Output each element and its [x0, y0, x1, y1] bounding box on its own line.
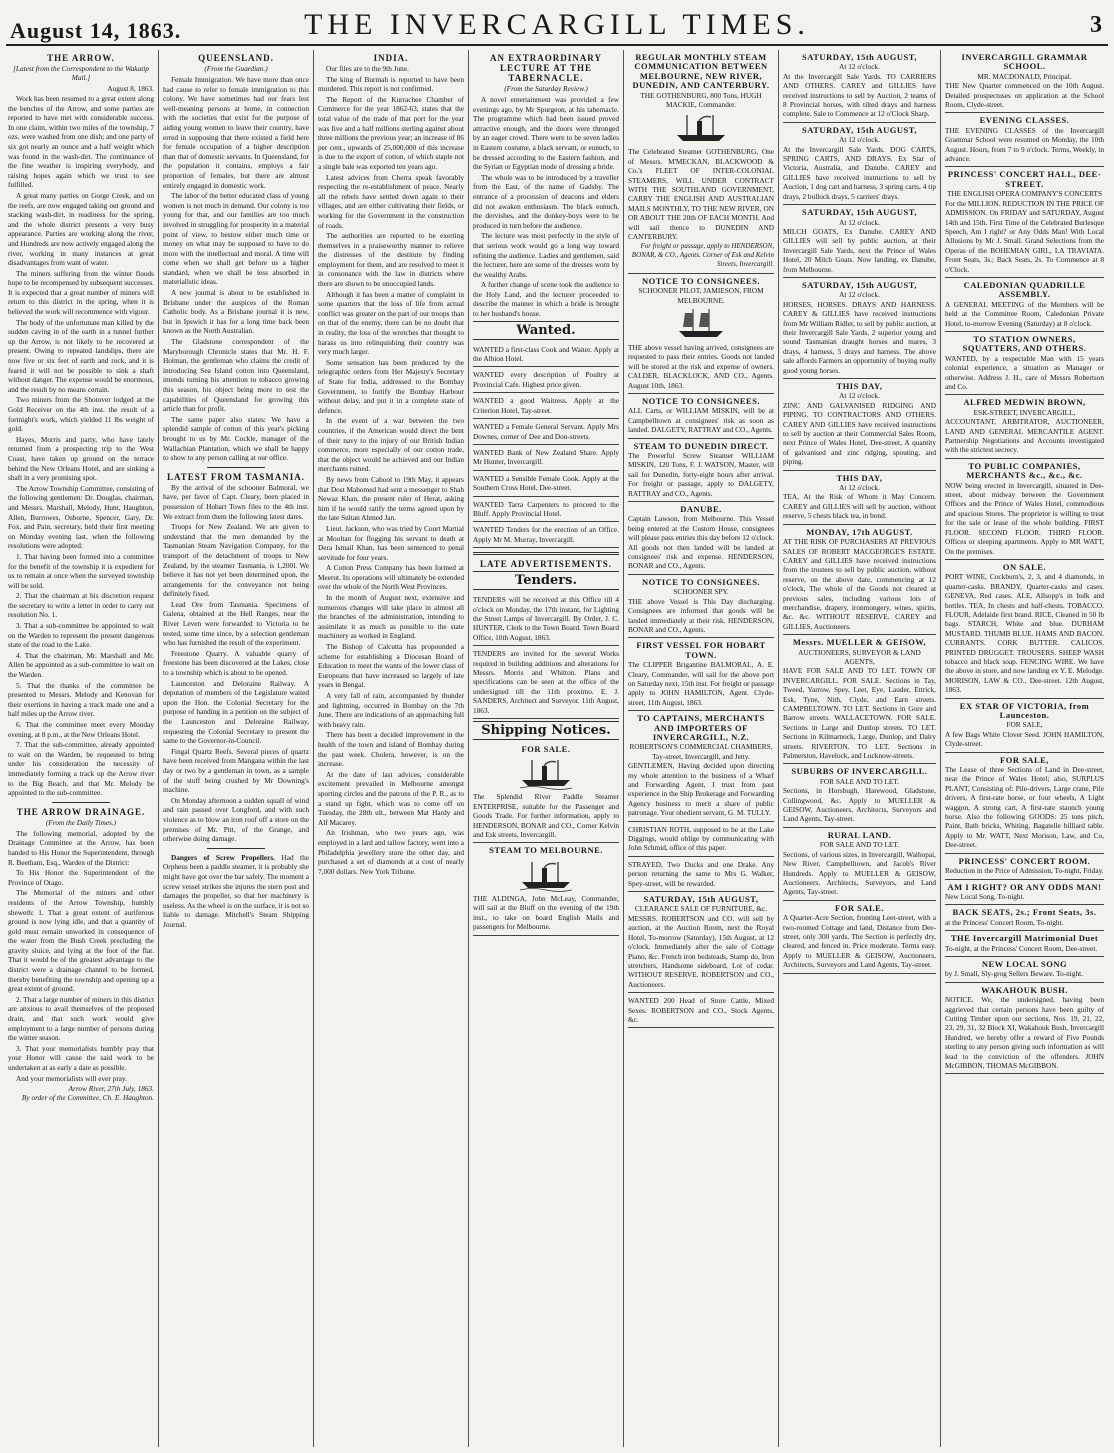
ad-block	[783, 764, 936, 827]
ad-heading: THIS DAY,	[836, 472, 883, 483]
ad-block	[473, 646, 619, 719]
ad-block	[783, 205, 936, 278]
ad-subheading: FOR SALE,	[1006, 720, 1043, 730]
ad-text: ZINC AND GALVANISED RIDGING AND PIPING. TO CONTRACTORS AND OTHERS. CAREY AND GILLIES have received instructions to sell by auction at their Commercial Sales Room, next Prince of Wales Hotel, Dee-street, A quantity of galvanised and zinc ridging, spouting, and piping.	[783, 400, 936, 467]
article-source: (From the Guardian.)	[204, 64, 268, 73]
article-paragraph: A further change of scene took the audience to the Holy Land, and the lecturer proceeded to describe the manner in which a bride is brought to her husband's house.	[473, 280, 619, 319]
ad-text: WANTED Tenders for the erection of an Office. Apply Mr M. Murray, Invercargill.	[473, 525, 619, 544]
ad-text: MILCH GOATS, Ex Danube. CAREY AND GILLIES will sell by public auction, at their Invercargill Sale Yards, next the Prince of Wales Hotel, 20 Milch Goats. Now landing, ex Danube, from Melbourne.	[783, 226, 936, 274]
ad-heading: PRINCESS' CONCERT ROOM.	[958, 855, 1091, 866]
ad-block	[628, 439, 774, 502]
ad-text: NOTICE. We, the undersigned, having been aggrieved that certain persons have been guilty of Cutting Timber upon our sections, Nos. 19, 21, 22, 23, 29, 31, 32 Block XI, Wakahouk Bush, Invercargill Hundred, we hereby offer a reward of Five Pounds sterling to any person giving such information as will lead to the conviction of the offenders. JOHN McGIBBON, THOMAS McGIBBON.	[945, 995, 1104, 1070]
ad-heading: CALEDONIAN QUADRILLE ASSEMBLY.	[963, 279, 1086, 300]
ad-text: CHRISTIAN ROTH, supposed to be at the Lake Diggings, would oblige by communicating with John Schmid, office of this paper.	[628, 824, 774, 853]
article-paragraph: Two miners from the Shotover lodged at the Gold Receiver on the 4th inst. the result of a fortnight's work, which yielded 11 lbs weight of gold.	[8, 395, 154, 434]
ad-subheading: SCHOONER SPY.	[673, 587, 729, 597]
ad-text: HAVE FOR SALE AND TO LET. TOWN OF INVERCARGILL. FOR SALE. Sections in Tay, Tweed, Yarrow, Spey, Leet, Eye, Lauder, Ettrick, Esk, Tyne, Nith, Clyde, and Earn streets. CAMPBELTOWN. TO LET. Sections in Gore and Barrow streets. WALLACETOWN. FOR SALE. Sections in Large and Dunlop streets. TO LET. Sections in Kilmarnock, Large, Dunlop, and Dalry streets. RIVERTON. TO LET. Sections in Palmerston, Havelock, and Lucknow-streets.	[783, 666, 936, 761]
ad-text: at the Princess' Concert Room, To-night.	[945, 917, 1064, 927]
ad-heading: SATURDAY, 15th AUGUST,	[802, 279, 917, 290]
divider	[52, 802, 110, 803]
sailing-ship-icon	[673, 307, 729, 341]
ad-subheading: At 12 o'clock.	[839, 391, 880, 401]
ad-block	[473, 522, 619, 548]
article-paragraph: Fingal Quartz Reefs. Several pieces of quartz have been received from Mangana within the last day or two by a gentleman in town, as a sample of the stuff being crushed by Mr Downing's machine.	[163, 746, 309, 795]
ad-heading: THE Invercargill Matrimonial Duet	[950, 933, 1099, 944]
ad-block	[945, 332, 1104, 395]
ad-block	[945, 983, 1104, 1075]
ad-block	[945, 854, 1104, 880]
ad-heading: SATURDAY, 15th AUGUST,	[802, 124, 917, 135]
ad-heading: EX STAR OF VICTORIA, from Launceston.	[959, 700, 1090, 720]
ad-text: The Splendid River Paddle Steamer ENTERPRISE, suitable for the Passenger and Goods Trade. For further information, apply to HENDERSON, BONAR and CO., Corner Kelvin and Esk streets, Invercargill.	[473, 792, 619, 840]
article-paragraph	[163, 853, 309, 930]
ad-heading: NOTICE TO CONSIGNEES.	[641, 395, 761, 406]
issue-date: August 14, 1863.	[10, 18, 182, 43]
article-paragraph: Our files are to the 9th June.	[326, 64, 409, 73]
article-heading: QUEENSLAND.	[198, 53, 274, 63]
ad-text: At the Invercargill Sale Yards. DOG CARTS, SPRING CARTS, AND DRAYS. Ex Star of Victoria, Australia, and Danube. CAREY and GILLIES have received instructions to sell by Auction, 1 dog cart and harness, 3 spring carts, 4 tip drays, 2 bullock drays, 5 carriers' drays.	[783, 144, 936, 201]
ad-block	[473, 497, 619, 523]
auction-ads	[783, 50, 936, 974]
ad-heading: SATURDAY, 15th AUGUST,	[643, 894, 759, 905]
ad-subheading: FOR SALE AND TO LET.	[819, 776, 900, 786]
ad-text: TEA, At the Risk of Whom it May Concern. CAREY and GILLIES will sell by auction, without reserve, 5 chests black tea, in bond.	[783, 492, 936, 521]
ad-block	[628, 711, 774, 821]
ad-heading: Messrs. MUELLER & GEISOW,	[792, 637, 927, 648]
ad-subheading: SCHOONER PILOT, JAMIESON, FROM MELBOURNE.	[638, 286, 764, 305]
column-1	[6, 50, 159, 1447]
newspaper-page	[6, 4, 1108, 1449]
ad-block	[945, 167, 1104, 277]
article-source: (From the Daily Times.)	[45, 817, 117, 827]
article-paragraph: A Cotton Press Company has been formed at Meerut. Its operations will ultimately be extended over the whole of the North West Provinces.	[318, 563, 464, 592]
article-paragraph: 3. That a sub-committee be appointed to wait on the Warden to represent the present dangerous state of the road to the Lake.	[8, 621, 154, 650]
ad-subheading: AUCTIONEERS, SURVEYOR & LAND AGENTS,	[798, 647, 921, 666]
ad-text: STRAYED, Two Ducks and one Drake. Any person returning the same to Mrs G. Walker, Spey-street, will be rewarded.	[628, 859, 774, 888]
ad-text: THE above Vessel is This Day discharging. Consignees are informed that goods will be landed immediately at their risk. HENDERSON, BONAR and CO., Agents.	[628, 596, 774, 634]
article-paragraph: The Arrow Township Committee, consisting of the following gentlemen: Dr. Douglas, chairman, and Messrs. Marshall, Melody, Hunt, Haughton, Allen, Burrowes, Osborne, Spencer, Gary, Dr. Fox, and Pain, secretary, held their first meeting on Monday evening last, when the following resolutions were adopted:	[8, 483, 154, 551]
ad-text: THE ALDINGA, John McLeay, Commander, will sail at the Bluff on the evening of the 19th inst., to take on board English Mails and passengers for Melbourne.	[473, 893, 619, 932]
article-body	[8, 829, 154, 1083]
ad-block	[628, 892, 774, 993]
article-heading: THE ARROW.	[47, 53, 115, 63]
column-6	[781, 50, 941, 1447]
article-paragraph: 2. That a large number of miners in this district are anxious to avail themselves of the proposed drain, and that such work would give employment to a large number of persons during the winter season.	[8, 994, 154, 1043]
ad-heading: SATURDAY, 15th AUGUST,	[802, 207, 917, 218]
steamship-icon	[518, 858, 574, 892]
ad-block	[783, 901, 936, 974]
ad-heading: FOR SALE.	[835, 902, 884, 913]
ad-heading: NOTICE TO CONSIGNEES.	[641, 576, 761, 587]
section-heading-wanted: Wanted.	[473, 321, 619, 340]
ad-text: The CLIPPER Brigantine BALMORAL, A. E. Cleary, Commander, will sail for the above port on Saturday next, 15th inst. For freight or passage apply to JOHN HAMILTON, Agent. Clyde-street, 11th August, 1863.	[628, 660, 774, 707]
signature-date: Arrow River, 27th July, 1863.	[68, 1084, 154, 1094]
columns	[6, 50, 1108, 1447]
ad-text: WANTED every description of Poultry at Provincial Cafe. Highest price given.	[473, 370, 619, 389]
article-paragraph: On Monday afternoon a sudden squall of wind and rain passed over Longford, and with such violence as to blow an iron roof off a store on the premises of Mr. Pitt, of the Grange, and otherwise doing damage.	[163, 795, 309, 844]
article-paragraph: A great many parties on Gorge Creek, and on the reefs, are now engaged taking out ground and stacking wash-dirt, in readiness for the spring, and the whole district presents a very busy appearance. Parties are working along the river, and Hundreds are now actively engaged along the river, working in many instances at great disadvantages from want of water.	[8, 190, 154, 268]
article-paragraph: The lecture was most perfectly in the style of that serious work would go a long way toward refining the audience. Ladies and gentlemen, said the lecturer, here are some of the dresses worn by the wealthy Arabs.	[473, 231, 619, 279]
ad-block	[628, 822, 774, 857]
article-paragraph: 3. That your memorialists humbly pray that your Honor will cause the said work to be undertaken at as early a date as possible.	[8, 1043, 154, 1072]
column-7	[943, 50, 1108, 1447]
article-paragraph: Launceston and Deloraine Railway. A deputation of members of the Legislature waited upon the Hon. the Colonial Secretary for the purpose of handing in a petition on the subject of the Launceston and Deloraine Railway, requesting the Colonial Secretary to present the same to the Governor-in-Council.	[163, 678, 309, 746]
ad-heading: FIRST VESSEL FOR HOBART TOWN.	[636, 640, 766, 660]
ad-block	[628, 502, 774, 575]
page-number: 3	[1090, 12, 1102, 38]
ad-subheading: ESK-STREET, INVERCARGILL,	[973, 407, 1076, 417]
article-paragraph: To His Honor the Superintendent of the Province of Otago.	[8, 868, 154, 887]
ad-block	[945, 957, 1104, 983]
ad-text: A GENERAL MEETING of the Members will be held at the Committee Room, Caledonian Private Hotel, to-morrow Evening (Saturday) at 8 o'clock.	[945, 299, 1104, 328]
ad-subheading: THE ENGLISH OPERA COMPANY'S CONCERTS	[946, 189, 1103, 199]
classified-ads	[945, 50, 1104, 1074]
article-paragraph: Lead Ore from Tasmania. Specimens of Galena, obtained at the Hell Ranges, near the River Leven were forwarded to Victoria to be tested, some time since, by a selection gentleman who has furnished the result of the experiment.	[163, 599, 309, 648]
ad-text: NOW being erected in Invercargill, situated in Dee-street, about midway between the Government Offices and the Prince of Wales Hotel, commodious and spacious Stores. The proprietor is willing to treat for the sale or lease of the whole building. FIRST FLOOR. SECOND FLOOR. THIRD FLOOR. Offices or sleeping apartments. Apply to MR WATT, On the premises.	[945, 480, 1104, 556]
article-paragraph: A new journal is about to be established in Brisbane under the auspices of the Roman Catholic body. As a Brisbane journal it is new, but in Ipswich it has for a long time back been known as the North Australian.	[163, 288, 309, 336]
ad-text: AT THE RISK OF PURCHASERS AT PREVIOUS SALES OF ROBERT MACGEORGE'S ESTATE. CAREY and GILLIES have received instructions from the trustees to sell by public auction, without reserve, on the above date, commencing at 12 o'clock, The whole of the Goods not cleared at previous sales, including various lots of merchandise, drapery, ironmongery, wines, spirits, &c. &c. WITHOUT RESERVE. CAREY and GILLIES, Auctioneers.	[783, 537, 936, 631]
ad-block	[945, 931, 1104, 957]
ad-text: THE EVENING CLASSES of the Invercargill Grammar School were resumed on Monday, the 10th August. Hours, from 7 to 9 o'clock. Terms, Weekly, in advance.	[945, 125, 1104, 164]
section-heading-late: LATE ADVERTISEMENTS.	[479, 559, 613, 570]
section-heading-tenders: Tenders.	[473, 571, 619, 590]
ad-text: The Powerful Screw Steamer WILLIAM MISKIN, 120 Tons, F. J. WATSON, Master, will sail for Dunedin, forty-eight hours after arrival. For freight or passage, apply to DALGETY, RATTRAY and CO., Agents.	[628, 451, 774, 498]
ad-block	[783, 278, 936, 379]
ad-block	[628, 274, 774, 394]
article-paragraph: 6. That the committee meet every Monday evening, at 8 p.m., at the New Orleans Hotel.	[8, 720, 154, 739]
ad-heading: INVERCARGILL GRAMMAR SCHOOL.	[961, 52, 1088, 72]
ad-heading: TO STATION OWNERS, SQUATTERS, AND OTHERS.	[962, 333, 1087, 354]
ad-heading: NEW LOCAL SONG	[981, 958, 1068, 969]
article-paragraph: Lieut. Jackson, who was tried by Court Martial at Mooltan for flogging his servant to death at Dera Ismail Khan, has been sentenced to penal servitude for four years.	[318, 523, 464, 562]
ad-block	[945, 278, 1104, 332]
article-source: [Latest from the Correspondent to the Wakatip Mail.]	[13, 64, 149, 82]
article-paragraph: Although it has been a matter of complaint in some quarters that the loss of life from actual conflict was greater on the part of our troops than on that of the enemy, there can be no doubt that in reality, the loss of the wretches that thought to harass us into relinquishing their country was very much larger.	[318, 289, 464, 357]
article-paragraph: Freestone Quarry. A valuable quarry of freestone has been discovered at the Lakes, close to a township which is about to be opened.	[163, 648, 309, 678]
ad-heading: ALFRED MEDWIN BROWN,	[963, 397, 1086, 408]
ad-text: WANTED a Sensible Female Cook. Apply at the Southern Cross Hotel, Dee-street.	[473, 473, 619, 493]
ad-text: WANTED Bank of New Zealand Share. Apply Mr Hunter, Invercargill.	[473, 447, 619, 467]
newspaper-title: THE INVERCARGILL TIMES.	[304, 8, 810, 41]
ad-block	[628, 575, 774, 638]
article-paragraph: There has been a decided improvement in the health of the town and island of Bombay during the past week. Cholera, however, is on the increase.	[318, 730, 464, 769]
article-body	[318, 64, 464, 876]
ad-text: PORT WINE, Cockburn's, 2, 3, and 4 diamonds, in quarter-casks. BRANDY, Quarter-casks and cases. GENEVA, Red cases. ALE, Allsopp's in bulk and bottles. TEA, In chests and half-chests. TOBACCO. FLOUR, Adelaide first brand. RICE, Cleaned in 50 lb bags. STARCH, White and blue. DURHAM MUSTARD. THUMB BLUE. HAMS AND BACON. CURRANTS. CORK BUTTER. CALICOS. PRINTED DRUGGET. TROUSERS. SHEEP WASH tobacco and black soap. FENCING WIRE. We have the above in store, and now landing ex Y. E. Melodge. MORISON, LAW & CO., Dee-street. 12th August, 1863.	[945, 572, 1104, 695]
ad-block	[473, 592, 619, 646]
ad-text: Reduction in the Price of Admission, To-night, Friday.	[945, 866, 1104, 876]
ad-text: THE above vessel having arrived, consignees are requested to pass their entries. Goods not landed will be stored at the risk and expense of owners. CALDER, BLACKLOCK, AND CO., Agents. August 10th, 1863.	[628, 342, 774, 390]
article-paragraph: By the arrival of the schooner Balmoral, we have, per favor of Capt. Cleary, been placed in possession of Hobart Town files to the 4th inst. We extract from them the following latest dates.	[163, 482, 309, 521]
ad-heading: TO PUBLIC COMPANIES, MERCHANTS &c., &c., &c.	[966, 460, 1083, 481]
ad-heading: STEAM TO MELBOURNE.	[489, 845, 603, 856]
article-paragraph: The Bishop of Calcutta has propounded a scheme for establishing a Diocesan Board of Education to meet the wants of the lower class of Europeans that have increased so largely of late years in Bengal.	[318, 642, 464, 690]
ad-heading: BACK SEATS, 2s.; Front Seats, 3s.	[952, 907, 1097, 918]
ad-block	[628, 993, 774, 1028]
ad-text: Captain Lawson, from Melbourne. This Vessel being entered at the Custom House, consignees will please pass entries this day before 12 o'clock. All goods not then landed will be landed at consignees' risk and expense. HENDERSON, BONAR and CO., Agents.	[628, 514, 774, 571]
ad-text: A Quarter-Acre Section, fronting Leet-street, with a two-roomed Cottage and land, Distance from Dee-street, only 300 yards. The Section is perfectly dry, cleared, and fenced in. Price moderate. Terms easy. Apply to MUELLER & GEISOW, Auctioneers, Architects, Surveyors and Land Agents, Tay-street.	[783, 913, 936, 970]
ad-subheading: At 12 o'clock.	[839, 135, 880, 145]
ad-text: TENDERS will be received at this Office till 4 o'clock on Monday, the 17th instant, for Lighting the Street Lamps of Invercargill. By Order, J. C. HUNTER, Clerk to the Town Board. Town Board Office, 10th August, 1863.	[473, 595, 619, 642]
article-paragraph: The following memorial, adopted by the Drainage Committee at the Arrow, has been handed to His Honor the Superintendent, through R. Beetham, Esq., Warden of the District:	[8, 828, 154, 867]
article-paragraph: An Irishman, who two years ago, was employed in a lard and tallow factory, went into a Philadelphia jewellery store the other day, and purchased a set of diamonds at a cost of nearly 7,000 dollars. New York Tribune.	[318, 828, 464, 876]
ad-subheading: FOR SALE AND TO LET.	[819, 840, 900, 850]
ad-subheading: At 12 o'clock.	[839, 483, 880, 493]
ad-text: For the MILLION. REDUCTION IN THE PRICE OF ADMISSION. On FRIDAY and SATURDAY, August 14th and 15th. First Time of the Celebrated Burlesque Speech, Am I right? or Any Odds Man! With Local Allusions by Mr J. Small. Grand Selections from the Operas of the BOHEMIAN GIRL, LA TRAVIATA. Front Seats, 3s.; Back Seats, 2s. To Commence at 8 o'Clock.	[945, 198, 1104, 274]
article-paragraph: The same paper also states: We have a splendid sample of cotton of this year's picking brought to us by Mr. Cockle, manager of the Wallachian Plantation, which we shall be happy to show to any person calling at our office.	[163, 414, 309, 463]
article-paragraph: And your memorialists will ever pray.	[16, 1073, 127, 1083]
ad-heading: EVENING CLASSES.	[979, 115, 1070, 126]
ad-subheading: At 12 o'clock.	[839, 217, 880, 227]
article-paragraph: The Gladstone correspondent of the Maryborough Chronicle states that Mr. H. F. Holman, the gentleman who claims the credit of introducing Sea Island cotton into Queensland, intends turning his attention to tobacco growing this season, his object being more to test the capabilities of Queensland for growing this article than for profit.	[163, 337, 309, 414]
divider	[207, 848, 265, 849]
ad-heading: TO CAPTAINS, MERCHANTS AND IMPORTERS OF INVERCARGILL, N.Z.	[637, 713, 765, 742]
ad-text: The Lease of three Sections of Land in Dee-street, near the Prince of Wales Hotel; also, SURPLUS PLANT, Consisting of: Pile-drivers, Large crane, Pile drivers, A first-rate horse, or four wheels, A Light waggon, A strong cart, A first-rate staunch young horse. Also the following GOODS: 25 tons pitch, Paint, Bath bricks, Whiting, Bagatelle billiard table. Apply to Mr. WATT, Next Morison, Law, and Co, Dee-street.	[945, 765, 1104, 850]
ad-text: WANTED a first-class Cook and Waiter. Apply at the Albion Hotel.	[473, 344, 619, 364]
ad-text: WANTED a good Waitress. Apply at the Criterion Hotel, Tay-street.	[473, 396, 619, 415]
ad-block	[945, 753, 1104, 854]
article-paragraph: The miners suffering from the winter floods hope to be recompensed by subsequent successes. It is expected that a great number of miners will return to this district in the spring, when it is believed the work will recommence with vigour.	[8, 268, 154, 317]
article-paragraph: A very fall of rain, accompanied by thunder and lightning, occurred in Bombay on the 7th June. There are indications of an approaching full with heavy rain.	[318, 691, 464, 729]
ad-heading: DANUBE.	[680, 504, 722, 515]
article-paragraph: The king of Burmah is reported to have been murdered. This report is not confirmed.	[318, 74, 464, 94]
ad-text: MESSRS. ROBERTSON and CO. will sell by auction, at the Auction Room, next the Royal Hotel, To-morrow (Saturday), 15th August, at 12 o'clock. Immediately after the sale of Cottage Piano, &c. French iron bedsteads, Stamp do, Iron stretchers, Handsome sideboard, Lot of cedar. WITHOUT RESERVE. ROBERTSON and CO., Auctioneers.	[628, 913, 774, 989]
ad-heading: RURAL LAND.	[827, 829, 892, 840]
article-paragraph: Female Immigration. We have more than once had cause to refer to female immigration to this colony. We have sometimes had our fears lest well-meaning persons at home, in connection with the societies that exist for the purpose of aiding young women to leave their country, have erred in supposing that there existed a field here for female occupation of a higher description than that of domestic servants. In Queensland, for the population it contains, employs a fair proportion of females, but there are almost entirely engaged in domestic work.	[163, 75, 309, 190]
ad-block	[783, 123, 936, 205]
article-heading: THE ARROW DRAINAGE.	[16, 806, 146, 817]
ad-text: Sections, of various sizes, in Invercargill, Waihopai, New River, Campbelltown, and Jacob's River Hundreds. Apply to MUELLER & GEISOW, Auctioneers, Architects, Surveyors, and Land Agents, Tay-street.	[783, 849, 936, 897]
ad-block	[473, 471, 619, 497]
article-paragraph: At the date of last advices, considerable excitement prevailed in Melbourne amongst sporting circles and the patrons of the P. R., as to a stand up fight, which was to come off on Tuesday, the 28th ult., between Mat Hardy and Alf Macarey.	[318, 769, 464, 827]
article-paragraph: In the month of August next, extensive and numerous changes will take place in almost all the branches of the administration, intending to assimilate it as much as possible to the state machinery as worked in England.	[318, 593, 464, 641]
ad-subheading: ROBERTSON'S COMMERCIAL CHAMBERS, Tay-street, Invercargill, and Jetty.	[629, 742, 773, 761]
column-5	[626, 50, 779, 1447]
ad-subheading: At 12 o'clock.	[839, 290, 880, 300]
tender-ads	[473, 592, 619, 719]
ad-block	[628, 638, 774, 711]
ad-block	[628, 857, 774, 892]
divider	[473, 552, 619, 555]
article-paragraph: 7. That the sub-committee, already appointed to wait on the Warden, be requested to bring under his consideration the necessity of immediately forming a track up the Arrow river to the Big Beach, and that Mr. Melody be appointed to the sub-committee.	[8, 740, 154, 798]
ad-heading: STEAM TO DUNEDIN DIRECT.	[633, 440, 769, 451]
column-4	[471, 50, 624, 1447]
run-in-heading: Dangers of Screw Propellers.	[171, 852, 275, 862]
ad-block	[945, 50, 1104, 113]
column-3	[316, 50, 469, 1447]
article-paragraph: Hayes, Morris and party, who have lately returned from a prospecting trip to the West Coast, have taken up ground on the terrace behind the New Orleans Hotel, and are sinking a shaft in a very promising spot.	[8, 434, 154, 483]
ad-block	[628, 394, 774, 439]
ad-block	[473, 419, 619, 445]
ad-block	[473, 393, 619, 419]
masthead	[6, 4, 1108, 46]
ad-block	[945, 880, 1104, 906]
article-heading: AN EXTRAORDINARY LECTURE AT THE TABERNACLE.	[490, 53, 602, 83]
article-paragraph: In the event of a war between the two countries, if the American would direct the bent of their navy to the injury of our British Indian commerce, more especially of our cotton trade, that the object would be achieved and our Indian merchants ruined.	[318, 416, 464, 474]
ad-heading: WAKAHOUK BUSH.	[981, 984, 1068, 995]
ad-text: by J. Small, Sly-grog Sellers Beware. To-night.	[945, 969, 1083, 979]
ad-text: TENDERS are invited for the several Works required in building additions and alterations for Messrs. Morris and Whitton. Plans and specifications can be seen at the office of the undersigned till the 11th proximo. E. J. SANDERS, Architect and Surveyor. 11th August, 1863.	[473, 649, 619, 715]
steamship-icon	[518, 756, 574, 790]
ad-block	[783, 379, 936, 471]
ad-text: THE New Quarter commenced on the 10th August. Detailed prospectuses on application at the School Room, Clyde-street.	[945, 81, 1104, 110]
ad-subheading: At 12 o'clock.	[839, 62, 880, 72]
ad-heading: FOR SALE,	[1000, 754, 1049, 765]
ad-text: WANTED 200 Head of Store Cattle, Mixed Sexes. ROBERTSON and CO., Stock Agents, &c.	[628, 996, 774, 1024]
ad-heading: SATURDAY, 15th AUGUST,	[802, 52, 917, 62]
ad-block	[783, 50, 936, 123]
ad-block	[783, 471, 936, 525]
ad-heading: MONDAY, 17th AUGUST.	[806, 526, 913, 537]
ad-text: Sections, in Horsbugh, Harewood, Gladstone, Collingwood, &c. Apply to MUELLER & GEISOW, Auctioneers, Architects, Surveyors and Land Agents, Tay-street.	[783, 786, 936, 824]
article-paragraph: 5. That the thanks of the committee be presented to Messrs. Melody and Kenovan for their exertions in having a track made one and a half miles up the Arrow river.	[8, 680, 154, 719]
ad-agent: For freight or passage, apply to HENDERSON, BONAR, & CO., Agents. Corner of Esk and Kelvin Streets, Invercargill.	[631, 241, 774, 269]
ad-block	[783, 525, 936, 635]
ad-text: WANTED Tarra Carpenters to proceed to the Bluff. Apply Provincial Hotel.	[473, 499, 619, 518]
ad-block	[945, 395, 1104, 458]
article-paragraph: 4. That the chairman, Mr. Marshall and Mr. Allen be appointed as a sub-committee to wait on the Warden.	[8, 650, 154, 680]
article-body	[473, 95, 619, 319]
article-paragraph: The Memorial of the miners and other residents of the Arrow Township, humbly sheweth: 1. That a great extent of auriferous ground is now lying idle, and that a quantity of gold must remain unworked in consequence of the water from the Bush Creek precluding the gravity sluice, and lying at the foot of the flat. That it would be of the greatest advantage to the district were a drainage channel to be formed, thereby benefiting the township and opening up a great extent of ground.	[8, 888, 154, 994]
paragraph-text: Had the Orpheus been a paddle steamer, it is probably she might have got over the bar safely. The moment a screw vessel strikes she injures the stern post and damages the propeller, so that her machinery is useless. As the wheel is on the surface, it is not so liable to damage. Mitchell's Steam Shipping Journal.	[163, 852, 309, 929]
ad-text: ALL Carts, or WILLIAM MISKIN, will be at Campbelltown at consignees' risk as soon as landed. DALGETY, RATTRAY and CO., Agents.	[628, 406, 774, 435]
article-paragraph: The labor of the better educated class of young women is not much in demand. Our colony is too young for that, and our families are too much involved in struggling for prosperity in a material point of view, to bestow either much time or money on what may be supposed to have to do more with the intellectual and moral. A time will come when we shall get before us a higher standard, when we shall be less absorbed in materialistic ideas.	[163, 191, 309, 287]
article-paragraph: Work has been resumed to a great extent along the benches of the Arrow, and some parties are reported to have met with considerable success. In one claim, within two miles of the township, 7 ozs. were washed from one dish; and one party of six got nearly an ounce and a half weight which was found in the wash-dirt. The continuance of the fine weather is inspiring everybody, and raising hopes again which we trust to see fulfilled.	[8, 94, 154, 190]
ad-block	[945, 459, 1104, 560]
column-2	[161, 50, 314, 1447]
article-paragraph: The Report of the Kurrachee Chamber of Commerce for the year 1862-63, states that the total value of the trade of that port for the year was five and a half millions sterling against about three millions the previous year; an increase of 86 per cent., upwards of 25,000,000 of this increase is due to the export of cotton, of which staple not a single bale was exported ten years ago.	[318, 94, 464, 171]
article-heading: LATEST FROM TASMANIA.	[166, 471, 306, 482]
ad-text: New Local Song, To-night.	[945, 891, 1025, 901]
ad-heading: SUBURBS OF INVERCARGILL.	[791, 766, 928, 777]
ad-subheading: THE GOTHENBURG, 800 Tons, HUGH MACKIE, Commander.	[640, 90, 762, 110]
divider	[207, 467, 265, 468]
ad-block	[473, 367, 619, 393]
ad-heading: REGULAR MONTHLY STEAM COMMUNICATION BETWEEN MELBOURNE, NEW RIVER, DUNEDIN, AND CANTERBURY.	[632, 52, 770, 91]
article-body	[8, 94, 154, 798]
ad-block	[945, 113, 1104, 167]
ad-text: At the Invercargill Sale Yards. TO CARRIERS AND OTHERS. CAREY and GILLIES have received instructions to sell by Auction, 2 teams of 8 Provincial horses, with tilted drays and harness complete. Sale to Commence at 12 o'Clock Sharp.	[783, 71, 936, 119]
section-heading-shipping: Shipping Notices.	[473, 721, 619, 740]
article-paragraph: 2. That the chairman at his discretion request the secretary to write a letter in order to carry out resolution No. 1.	[8, 591, 154, 620]
article-paragraph: The body of the unfortunate man killed by the sudden caving in of the earth in a tunnel further up the Arrow, is not likely to be recovered at present. Owing to repeated landslips, there are now five or six feet of earth and rock, and it is feared it will not be possible to sink a shaft without danger. The expense would be enormous, and the result by no means certain.	[8, 317, 154, 394]
ad-text: WANTED, by a respectable Man with 15 years colonial experience, a situation as Manager or otherwise. Address J. H., care of Messrs Robertson and Co.	[945, 353, 1104, 391]
article-paragraph: Some sensation has been produced by the telegraphic orders from Her Majesty's Secretary of State for India, addressed to the Bombay Government, to fortify the Bombay Harbour without delay, and put it in a complete state of defence.	[318, 357, 464, 415]
article-paragraph: 1. That having been formed into a committee for the benefit of the township it is expedient for us to remain at once when the surveyed township will be sold.	[8, 551, 154, 590]
ad-block	[783, 828, 936, 901]
wanted-ads	[473, 342, 619, 549]
ad-text: A few Bags White Clover Seed. JOHN HAMILTON, Clyde-street.	[945, 729, 1104, 749]
ad-heading: AM I RIGHT? OR ANY ODDS MAN!	[947, 881, 1102, 892]
article-paragraph: Troops for New Zealand. We are given to understand that the men demanded by the Tasmanian Steam Navigation Company, for the transport of the detachment of troops to New Zealand, by the steamer Tasmania, is 1,200l. We believe it has not yet been determined upon, the arrangements for the conveyance not being definitely fixed.	[163, 522, 309, 599]
article-body	[163, 75, 309, 463]
article-date: August 8, 1863.	[107, 84, 154, 93]
article-body	[163, 483, 309, 844]
ad-block	[473, 445, 619, 471]
article-paragraph: The whole was to be introduced by a traveller from the East, of the name of Gadsby. The entrance of a procession of deacons and elders did not awaken enthusiasm. The black eunuch, the dervishes, and the donkey-boys were to be produced in turn before the audience.	[473, 172, 619, 230]
steamship-icon	[673, 111, 729, 145]
ad-block	[628, 50, 774, 274]
ad-subheading: MR. MACDONALD, Principal.	[977, 71, 1072, 81]
article-heading: INDIA.	[373, 53, 409, 63]
ad-block	[473, 742, 619, 843]
ad-text: GENTLEMEN, Having decided upon directing my whole attention to the business of a Wharf and Forwarding Agent, I trust from past experience in the Ship Brokerage and Forwarding Agency business to merit a share of public patronage. Your obedient servant, G. M. TULLY.	[628, 761, 774, 818]
article-paragraph: By news from Cabool to 19th May, it appears that Dost Mahomed had sent a messenger to Shah Newaz Khan, the present ruler of Herat, asking him if he would ratify the terms agreed upon by the late Sultan Ahmed Jan.	[318, 474, 464, 523]
ad-text: ACCOUNTANT, ARBITRATOR, AUCTIONEER, LAND AND GENERAL MERCANTILE AGENT. Partnership Negotiations and Accounts investigated with the strictest secrecy.	[945, 417, 1104, 455]
ad-text: HORSES, HORSES. DRAYS AND HARNESS. CAREY & GILLIES have received instructions from Mr William Ridler, to sell by public auction, at their Invercargill Sale Yards, 2 superior young and sound Tasmanian draught horses and mares, 3 drays, 4 harness, 5 drays and harness. The above sale affords Farmers an opportunity of buying really good young horses.	[783, 299, 936, 375]
ad-block	[945, 560, 1104, 699]
ad-block	[945, 905, 1104, 931]
ad-heading: ON SALE.	[1002, 561, 1047, 572]
ad-text: The Celebrated Steamer GOTHENBURG, One of Messrs. M'MECKAN, BLACKWOOD & Co.'s FLEET OF INTER-COLONIAL STEAMERS, WILL UNDER CONTRACT WITH THE SOUTHLAND GOVERNMENT, CARRY THE ENGLISH AND AUSTRALIAN MAILS MONTHLY, TO THE NEW RIVER, ON OR ABOUT THE 20th OF EACH MONTH. And will sail thence to DUNEDIN AND CANTERBURY.	[628, 147, 774, 242]
article-paragraph: The authorities are reported to be exerting themselves in a praiseworthy manner to relieve the distresses of the destitute by finding employment for them, and are resolved to meet it in consonance with the law in districts where there are shown to be unoccupied lands.	[318, 231, 464, 289]
signature: By order of the Committee, Ch. E. Haughton.	[21, 1093, 154, 1103]
ad-heading: NOTICE TO CONSIGNEES.	[641, 275, 761, 286]
article-paragraph: Latest advices from Cherra speak favorably respecting the re-establishment of peace. Nearly all the rebels have settled down again to their villages, and are either cultivating their fields, or working for the Government in the construction of roads.	[318, 172, 464, 230]
article-source: (From the Saturday Review.)	[504, 84, 588, 93]
ad-block	[473, 342, 619, 368]
ad-heading: THIS DAY,	[836, 381, 883, 391]
ad-block	[945, 699, 1104, 753]
ad-text: WANTED a Female General Servant. Apply Mrs Downes, corner of Dee and Don-streets.	[473, 422, 619, 441]
ad-heading: FOR SALE.	[521, 744, 571, 755]
ad-subheading: CLEARANCE SALE OF FURNITURE, &c.	[634, 904, 768, 914]
ad-block	[473, 843, 619, 935]
ad-heading: PRINCESS' CONCERT HALL, DEE-STREET.	[947, 169, 1102, 189]
article-paragraph: A novel entertainment was provided a few evenings ago, by Mr Spurgeon, at his tabernacle. The programme which had been issued proved attractive enough, and the doors were thronged by an eager crowd. There were to be seven ladies in Eastern costume, a black servant, or eunuch, to be dressed according to the Eastern fashion, and the Syrian or Egyptian mode of dressing a bride.	[473, 95, 619, 172]
ad-text: To-night, at the Princess' Concert Room, Dee-street.	[945, 943, 1098, 953]
ad-block	[783, 635, 936, 764]
